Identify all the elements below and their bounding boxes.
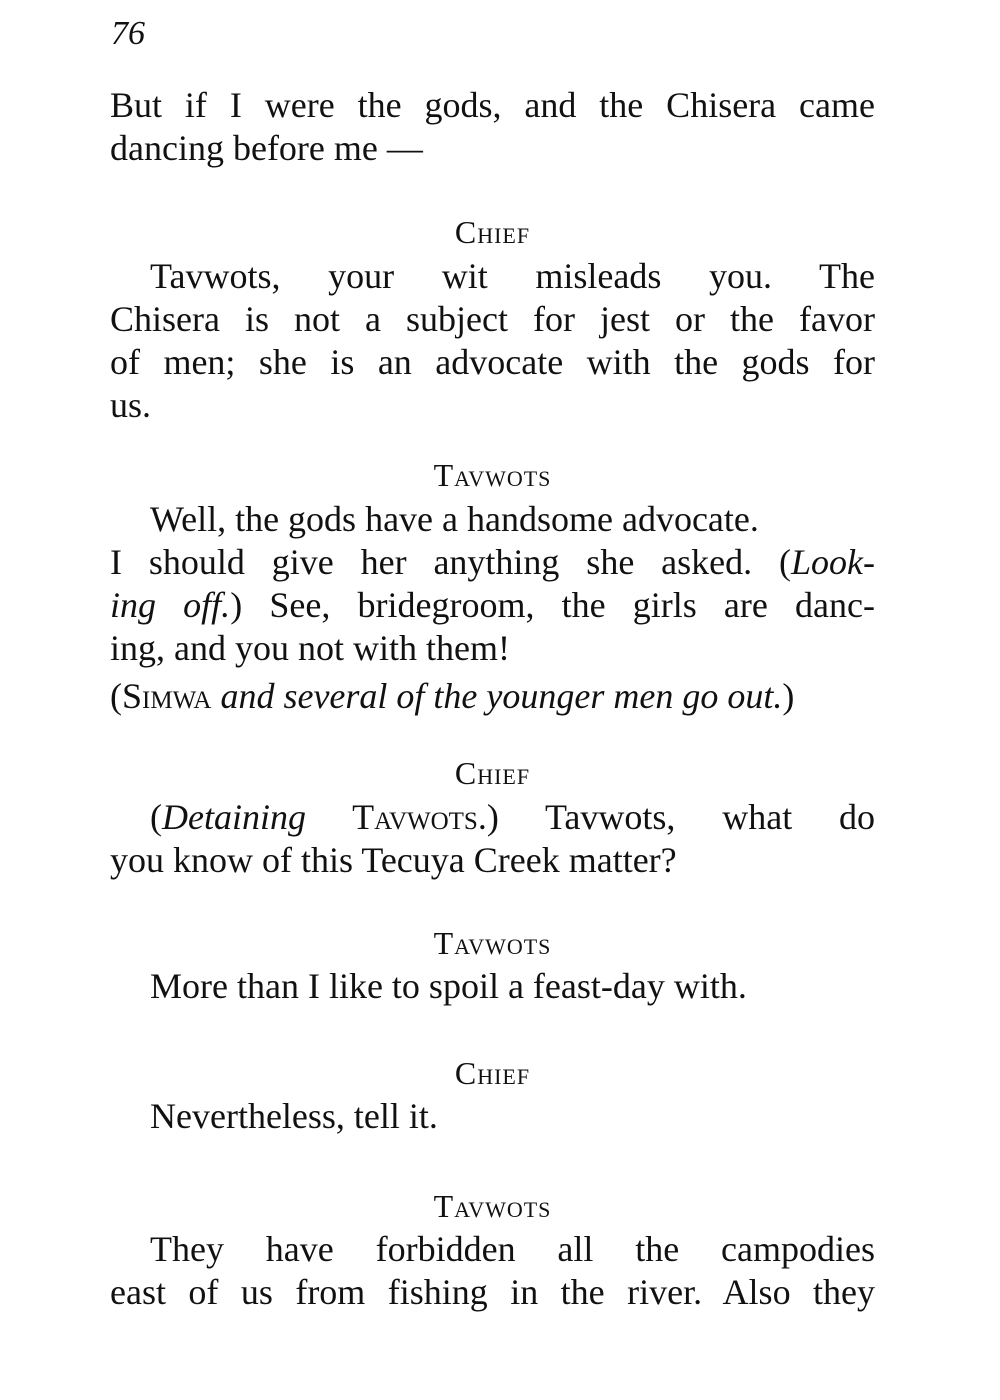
- speaker-chief: Chief: [454, 214, 531, 250]
- opening-speech: [110, 84, 875, 170]
- speech-line: More than I like to spoil a feast-day with.: [150, 966, 747, 1006]
- chief-speech-2: [110, 796, 875, 882]
- speech-line: Tavwots, your wit misleads you. The: [150, 256, 875, 296]
- speech-line: us.: [110, 385, 152, 425]
- stage-direction: [110, 675, 875, 718]
- chief-speech-3: [110, 1095, 875, 1138]
- speaker-chief: Chief: [454, 755, 531, 791]
- speech-line: Well, the gods have a handsome advocate.: [150, 499, 759, 539]
- speaker-tavwots: Tavwots: [433, 1188, 552, 1224]
- speech-italic: Look-: [791, 542, 875, 582]
- paren-close: ): [782, 676, 795, 716]
- speech-line: [110, 584, 875, 627]
- character-name: Tavwots.: [305, 797, 487, 837]
- tavwots-speech-2: [110, 965, 875, 1008]
- direction-text: and several of the younger men go out.: [211, 676, 783, 716]
- speech-line: Chisera is not a subject for jest or the favor: [110, 299, 875, 339]
- paren-open: (: [110, 676, 122, 716]
- speech-text: I should give her anything she asked. (: [110, 542, 791, 582]
- speaker-tavwots: Tavwots: [433, 457, 552, 493]
- chief-speech-1: [110, 255, 875, 427]
- speech-line: ing, and you not with them!: [110, 628, 510, 668]
- speech-line: east of us from fishing in the river. Also they: [110, 1272, 875, 1312]
- tavwots-speech-3: [110, 1228, 875, 1314]
- page-number: 76: [111, 15, 145, 52]
- speaker-tavwots: Tavwots: [433, 925, 552, 961]
- opening-line: But if I were the gods, and the Chisera came: [110, 85, 875, 125]
- speech-line: you know of this Tecuya Creek matter?: [110, 840, 677, 880]
- speech-italic: Detaining: [162, 797, 306, 837]
- tavwots-speech-1: [110, 498, 875, 670]
- speech-line: of men; she is an advocate with the gods for: [110, 342, 875, 382]
- speech-line: [110, 796, 875, 839]
- speaker-chief: Chief: [454, 1055, 531, 1091]
- speech-line: Nevertheless, tell it.: [150, 1096, 438, 1136]
- paren-open: (: [150, 797, 162, 837]
- speech-text: ) See, bridegroom, the girls are danc-: [230, 585, 875, 625]
- character-name: Simwa: [122, 676, 212, 716]
- opening-line: dancing before me —: [110, 128, 423, 168]
- speech-italic: ing off.: [110, 585, 231, 625]
- speech-line: They have forbidden all the campodies: [150, 1229, 875, 1269]
- speech-text: ) Tavwots, what do: [486, 797, 875, 837]
- speech-line: [110, 541, 875, 584]
